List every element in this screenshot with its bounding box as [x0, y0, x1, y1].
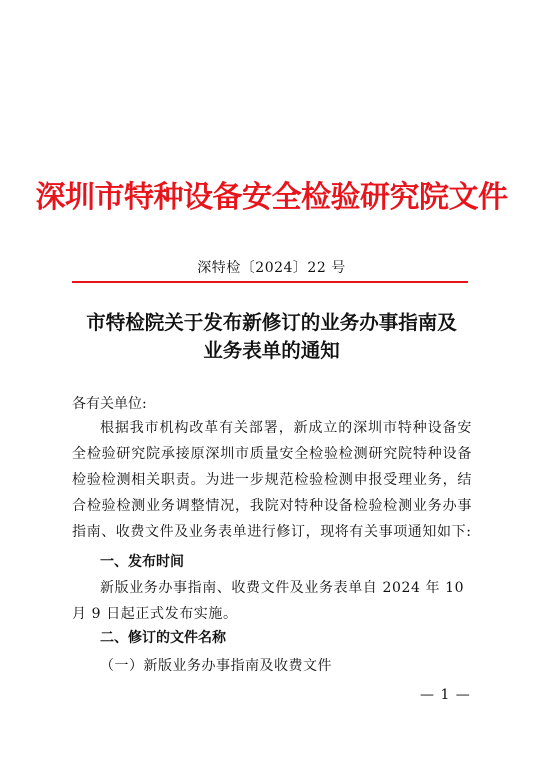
red-separator-line [72, 281, 468, 283]
document-number: 深特检〔2024〕22 号 [197, 260, 346, 276]
section-heading-revised-documents: 二、修订的文件名称 [100, 630, 226, 646]
section-heading-release-time: 一、发布时间 [100, 554, 184, 570]
document-title [0, 309, 543, 365]
salutation: 各有关单位: [72, 396, 147, 412]
body-paragraph-1: 根据我市机构改革有关部署，新成立的深圳市特种设备安全检验研究院承接原深圳市质量安全检验检测研究院特种设备检验检测相关职责。为进一步规范检验检测申报受理业务，结合检验检测业务调整情况，我院对特种设备检验检测业务办事指南、收费文件及业务表单进行修订，现将有关事项通知如下: [72, 420, 472, 540]
sub-heading-guide-and-fees: （一）新版业务办事指南及收费文件 [100, 658, 332, 674]
body-paragraph-release-date: 新版业务办事指南、收费文件及业务表单自 2024 年 10 月 9 日起正式发布实施。 [72, 580, 465, 622]
page-number: — 1 — [420, 687, 471, 703]
document-title-line-1: 市特检院关于发布新修订的业务办事指南及 [86, 311, 457, 334]
issuing-organization-header: 深圳市特种设备安全检验研究院文件 [35, 180, 508, 215]
document-title-line-2: 业务表单的通知 [203, 339, 340, 362]
